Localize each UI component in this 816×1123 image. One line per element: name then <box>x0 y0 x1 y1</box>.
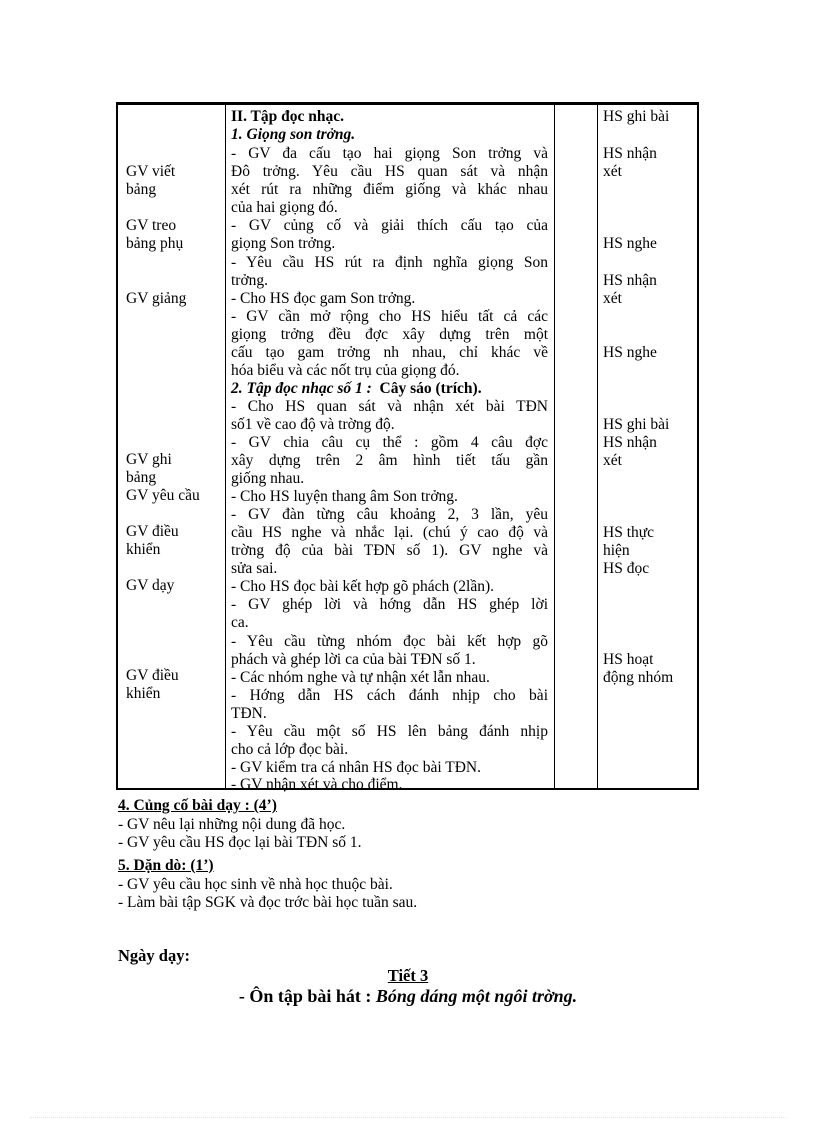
column-divider-2 <box>554 105 555 788</box>
student-activity: HS nhận <box>603 272 657 289</box>
student-activity: HS ghi bài <box>603 416 670 433</box>
content-line: sửa sai. <box>231 560 278 577</box>
section-4-line: - GV yêu cầu HS đọc lại bài TĐN số 1. <box>118 834 362 851</box>
content-line: - Cho HS luyện thang âm Son trởng. <box>231 488 458 505</box>
content-line: - Cho HS đọc gam Son trởng. <box>231 290 416 307</box>
lesson-number: Tiết 3 <box>387 966 429 985</box>
content-line: - GV kiểm tra cá nhân HS đọc bài TĐN. <box>231 759 481 776</box>
content-line: - GV cần mở rộng cho HS hiểu tất cả các <box>231 308 548 325</box>
content-line: - GV chia câu cụ thể : gồm 4 câu đợc <box>231 434 548 451</box>
content-line: - GV ghép lời và hớng dẫn HS ghép lời <box>231 596 548 613</box>
section-4-line: - GV nêu lại những nội dung đã học. <box>118 816 346 833</box>
content-line: - GV đa cấu tạo hai giọng Son trởng và <box>231 145 548 162</box>
content-line: TĐN. <box>231 705 267 722</box>
section-heading: II. Tập đọc nhạc. <box>231 108 344 125</box>
content-line: cầu HS nghe và nhắc lại. (chú ý cao độ và <box>231 524 548 541</box>
content-line: phách và ghép lời ca của bài TĐN số 1. <box>231 651 476 668</box>
content-line: giống nhau. <box>231 470 305 487</box>
teacher-activity: GV treo <box>126 217 177 234</box>
content-line: giọng Son trởng. <box>231 235 336 252</box>
student-activity: HS thực <box>603 524 655 541</box>
content-line: giọng trởng đều đợc xây dựng trên một <box>231 326 548 343</box>
content-line: cho cả lớp đọc bài. <box>231 741 349 758</box>
teacher-activity: bảng <box>126 181 157 198</box>
teacher-activity: GV yêu cầu <box>126 487 200 504</box>
section-4-heading: 4. Củng cố bài dạy : (4’) <box>118 797 277 814</box>
section-5-heading: 5. Dặn dò: (1’) <box>118 857 214 874</box>
teacher-activity: GV viết <box>126 163 176 180</box>
column-divider-3 <box>597 105 598 788</box>
student-activity: xét <box>603 163 622 180</box>
content-line: - GV nhận xét và cho điểm. <box>231 776 403 793</box>
teacher-activity: GV giảng <box>126 290 187 307</box>
content-line: số1 về cao độ và trờng độ. <box>231 416 395 433</box>
content-line: cấu tạo gam trởng nh nhau, chỉ khác về <box>231 344 548 361</box>
content-line: - Yêu cầu một số HS lên bảng đánh nhịp <box>231 723 548 740</box>
teacher-activity: bảng phụ <box>126 235 184 252</box>
student-activity: động nhóm <box>603 669 674 686</box>
teacher-activity: GV điều <box>126 667 179 684</box>
review-song-line <box>0 986 816 1007</box>
content-line: trờng độ của bài TĐN số 1). GV nghe và <box>231 542 548 559</box>
content-line: - GV củng cố và giải thích cấu tạo của <box>231 217 548 234</box>
subsection-heading: 1. Giọng son trởng. <box>231 126 356 143</box>
song-excerpt-title: Cây sáo (trích). <box>379 380 482 397</box>
student-activity: HS ghi bài <box>603 108 670 125</box>
student-activity: HS nhận <box>603 434 657 451</box>
content-line: - Hớng dẫn HS cách đánh nhịp cho bài <box>231 687 548 704</box>
teacher-activity: khiển <box>126 685 161 702</box>
content-line: - Yêu cầu từng nhóm đọc bài kết hợp gõ <box>231 633 548 650</box>
subsection-heading <box>231 380 548 398</box>
student-activity: hiện <box>603 542 630 559</box>
content-line: xây dựng trên 2 âm hình tiết tấu gần <box>231 452 548 469</box>
student-activity: HS nhận <box>603 145 657 162</box>
teacher-activity: GV ghi <box>126 451 172 468</box>
student-activity: xét <box>603 452 622 469</box>
content-line: Đô trởng. Yêu cầu HS quan sát và nhận <box>231 163 548 180</box>
content-line: ca. <box>231 614 249 631</box>
content-line: của hai giọng đó. <box>231 199 338 216</box>
content-line: trởng. <box>231 272 269 289</box>
content-line: - Các nhóm nghe và tự nhận xét lẫn nhau. <box>231 669 490 686</box>
student-activity: HS nghe <box>603 344 657 361</box>
content-line: hóa biểu và các nốt trụ của giọng đó. <box>231 362 460 379</box>
review-prefix: - Ôn tập bài hát : <box>238 986 372 1006</box>
lesson-table <box>116 102 699 793</box>
subsection-number: 2. Tập đọc nhạc số 1 : <box>231 380 372 397</box>
section-5-line: - GV yêu cầu học sinh về nhà học thuộc bài. <box>118 876 393 893</box>
content-line: - GV đàn từng câu khoảng 2, 3 lần, yêu <box>231 506 548 523</box>
section-5-line: - Làm bài tập SGK và đọc trớc bài học tuần sau. <box>118 894 418 911</box>
student-activity: HS hoạt <box>603 651 654 668</box>
teacher-activity: GV dạy <box>126 577 175 594</box>
page-edge-dotted-line <box>30 1117 786 1118</box>
teacher-activity: khiển <box>126 541 161 558</box>
song-title: Bóng dáng một ngôi trờng. <box>375 986 578 1006</box>
teacher-activity: GV điều <box>126 523 179 540</box>
teacher-activity: bảng <box>126 469 157 486</box>
content-line: - Cho HS đọc bài kết hợp gõ phách (2lần). <box>231 578 495 595</box>
content-line: - Yêu cầu HS rút ra định nghĩa giọng Son <box>231 254 548 271</box>
student-activity: xét <box>603 290 622 307</box>
student-activity: HS đọc <box>603 560 650 577</box>
student-activity: HS nghe <box>603 235 657 252</box>
content-line: - Cho HS quan sát và nhận xét bài TĐN <box>231 398 548 415</box>
column-divider-1 <box>225 105 226 788</box>
content-line: xét rút ra những điểm giống và khác nhau <box>231 181 548 198</box>
teaching-date-label: Ngày dạy: <box>118 946 190 965</box>
